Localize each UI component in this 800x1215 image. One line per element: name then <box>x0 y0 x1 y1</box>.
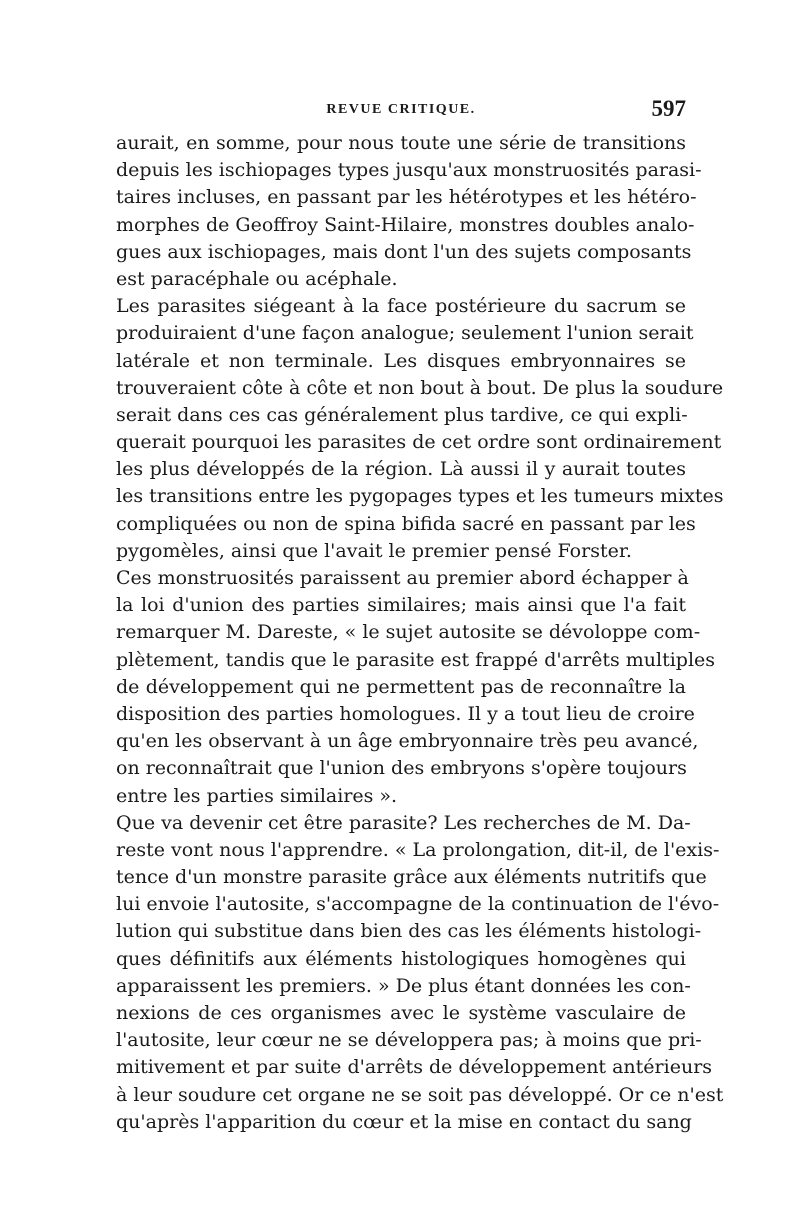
text-line: querait pourquoi les parasites de cet ordre sont ordinairement <box>116 431 722 454</box>
text-line: la loi d'union des parties similaires; mais ainsi que l'a fait <box>116 594 686 617</box>
text-line: aurait, en somme, pour nous toute une série de transitions <box>116 132 686 154</box>
text-line: disposition des parties homologues. Il y a tout lieu de croire <box>116 702 695 725</box>
text-line: entre les parties similaires ». <box>116 784 398 807</box>
text-line: gues aux ischiopages, mais dont l'un des sujets composants <box>116 240 692 263</box>
text-line: remarquer M. Dareste, « le sujet autosite se dévoloppe com- <box>116 621 701 644</box>
text-line: compliquées ou non de spina bifida sacré en passant par les <box>116 512 696 535</box>
text-line: Que va devenir cet être parasite? Les recherches de M. Da- <box>116 811 691 834</box>
text-line: plètement, tandis que le parasite est frappé d'arrêts multiples <box>116 648 716 671</box>
text-line: reste vont nous l'apprendre. « La prolongation, dit-il, de l'exis- <box>116 838 720 861</box>
text-line: ques définitifs aux éléments histologiques homogènes qui <box>116 947 686 970</box>
text-line: on reconnaîtrait que l'union des embryons s'opère toujours <box>116 757 687 780</box>
document-page <box>116 96 724 1136</box>
paragraph <box>116 293 724 565</box>
text-line: morphes de Geoffroy Saint-Hilaire, monstres doubles analo- <box>116 213 695 236</box>
running-head-title: REVUE CRITIQUE. <box>326 102 476 117</box>
text-line: latérale et non terminale. Les disques embryonnaires se <box>116 349 686 372</box>
text-line: Ces monstruosités paraissent au premier abord échapper à <box>116 567 689 589</box>
text-line: Les parasites siégeant à la face postérieure du sacrum se <box>116 295 686 318</box>
text-line: est paracéphale ou acéphale. <box>116 267 398 290</box>
text-line: qu'après l'apparition du cœur et la mise en contact du sang <box>116 1110 692 1133</box>
text-line: de développement qui ne permettent pas de reconnaître la <box>116 675 686 698</box>
text-line: taires incluses, en passant par les hétérotypes et les hétéro- <box>116 186 697 209</box>
paragraph <box>116 810 724 1136</box>
text-line: mitivement et par suite d'arrêts de développement antérieurs <box>116 1056 713 1079</box>
text-line: nexions de ces organismes avec le système vasculaire de <box>116 1002 686 1024</box>
paragraph <box>116 130 702 293</box>
page-number: 597 <box>651 96 686 121</box>
text-line: trouveraient côte à côte et non bout à bout. De plus la soudure <box>116 376 724 399</box>
text-line: à leur soudure cet organe ne se soit pas développé. Or ce n'est <box>116 1083 724 1106</box>
paragraph <box>116 565 716 810</box>
text-line: lution qui substitue dans bien des cas les éléments histologi- <box>116 920 702 943</box>
text-line: apparaissent les premiers. » De plus étant données les con- <box>116 974 691 997</box>
text-line: produiraient d'une façon analogue; seulement l'union serait <box>116 322 694 345</box>
text-line: serait dans ces cas généralement plus tardive, ce qui expli- <box>116 403 688 426</box>
text-line: tence d'un monstre parasite grâce aux éléments nutritifs que <box>116 866 707 889</box>
text-line: pygomèles, ainsi que l'avait le premier pensé Forster. <box>116 539 632 562</box>
text-line: les plus développés de la région. Là aussi il y aurait toutes <box>116 458 686 481</box>
text-line: depuis les ischiopages types jusqu'aux monstruosités parasi- <box>116 159 702 182</box>
text-line: l'autosite, leur cœur ne se développera pas; à moins que pri- <box>116 1029 702 1052</box>
text-line: lui envoie l'autosite, s'accompagne de la continuation de l'évo- <box>116 893 720 916</box>
text-line: les transitions entre les pygopages types et les tumeurs mixtes <box>116 485 724 508</box>
running-head <box>116 96 686 130</box>
text-line: qu'en les observant à un âge embryonnaire très peu avancé, <box>116 730 699 753</box>
body-text <box>116 130 724 1136</box>
